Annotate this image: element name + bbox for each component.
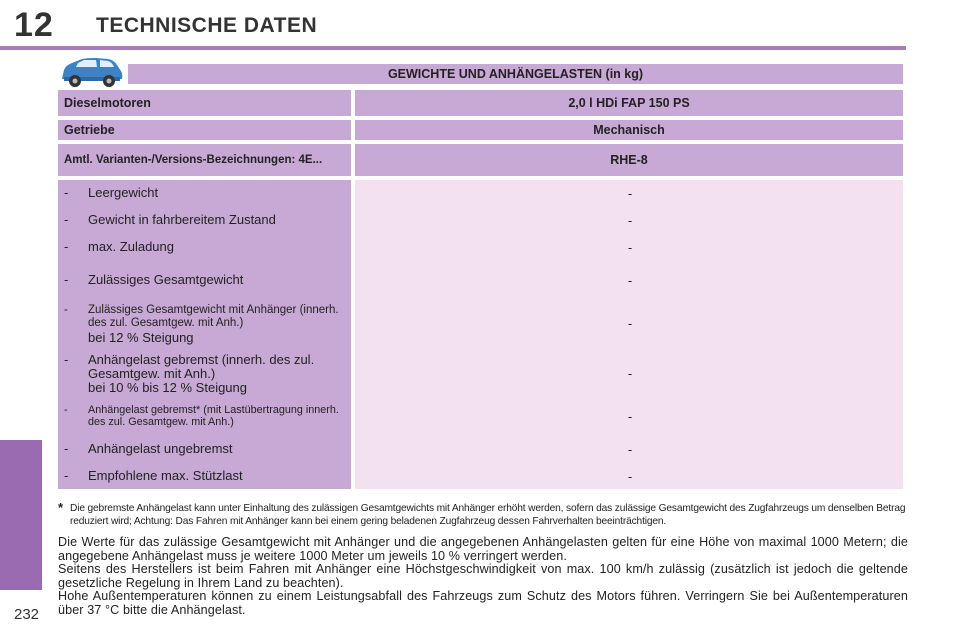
row-value: Mechanisch: [355, 120, 903, 140]
footnote-marker: *: [58, 500, 63, 515]
car-icon: [56, 55, 126, 89]
spec-value: -: [627, 409, 633, 424]
footnote-text: Die gebremste Anhängelast kann unter Einhaltung des zulässigen Gesamtgewichts mit Anhänger erhöht werden, sofern das zulässige Gesamtgewicht des Zugfahrzeugs um denselben Betrag reduziert wird; Achtung: Das Fahren mit Anhänger kann bei einem gering beladenen Zugfahrzeug dessen Fahrverhalten beeinträchtigen.: [70, 503, 906, 527]
row-label: Dieselmotoren: [58, 90, 351, 116]
row-value: RHE-8: [355, 144, 903, 176]
table-row-gearbox: [58, 120, 903, 140]
paragraph-temperature: Hohe Außentemperaturen können zu einem Leistungsabfall des Fahrzeugs zum Schutz des Motors führen. Verringern Sie bei Außentemperaturen über 37 °C bitte die Anhängelast.: [58, 589, 908, 617]
chapter-side-tab: [0, 440, 42, 590]
paragraph-altitude: Die Werte für das zulässige Gesamtgewicht mit Anhänger und die angegebenen Anhängelasten gelten für eine Höhe von maximal 1000 Metern; die angegebene Anhängelast muss je weitere 1000 Meter um jeweils 10 % verringert werden.: [58, 535, 908, 563]
spec-item: - Leergewicht: [64, 185, 159, 200]
spec-item: - Empfohlene max. Stützlast: [64, 468, 243, 483]
spec-value: -: [627, 442, 633, 457]
spec-value: -: [627, 469, 633, 484]
spec-item: - Anhängelast gebremst (innerh. des zul. Gesamtgew. mit Anh.) bei 10 % bis 12 % Steigung: [64, 352, 315, 395]
row-label: Getriebe: [58, 120, 351, 140]
spec-value: -: [627, 316, 633, 331]
spec-value: -: [627, 366, 633, 381]
spec-value: -: [627, 273, 633, 288]
spec-item: - Zulässiges Gesamtgewicht mit Anhänger (innerh. des zul. Gesamtgew. mit Anh.) bei 12 % Steigung: [64, 304, 339, 345]
page-number: 232: [14, 606, 40, 623]
spec-item: - Anhängelast ungebremst: [64, 441, 233, 456]
table-title-band: GEWICHTE UND ANHÄNGELASTEN (in kg): [128, 64, 903, 84]
row-value: 2,0 l HDi FAP 150 PS: [355, 90, 903, 116]
paragraph-speed: Seitens des Herstellers ist beim Fahren mit Anhänger eine Höchstgeschwindigkeit von max. 100 km/h zulässig (zusätzlich ist jedoch die geltende gesetzliche Regelung in Ihrem Land zu beachten).: [58, 562, 908, 590]
table-row-variants: [58, 144, 903, 176]
spec-value: -: [627, 186, 633, 201]
spec-item: - Gewicht in fahrbereitem Zustand: [64, 212, 276, 227]
spec-value: -: [627, 213, 633, 228]
page-title: TECHNISCHE DATEN: [96, 14, 318, 37]
spec-item: - max. Zuladung: [64, 239, 174, 254]
table-row-engine: [58, 90, 903, 116]
spec-item: - Zulässiges Gesamtgewicht: [64, 272, 244, 287]
spec-item: - Anhängelast gebremst* (mit Lastübertragung innerh. des zul. Gesamtgew. mit Anh.): [64, 404, 339, 428]
footnote: [58, 502, 910, 528]
row-label: Amtl. Varianten-/Versions-Bezeichnungen: 4E...: [58, 144, 351, 176]
title-rule: [0, 46, 906, 50]
spec-value: -: [627, 240, 633, 255]
chapter-number: 12: [14, 6, 54, 44]
